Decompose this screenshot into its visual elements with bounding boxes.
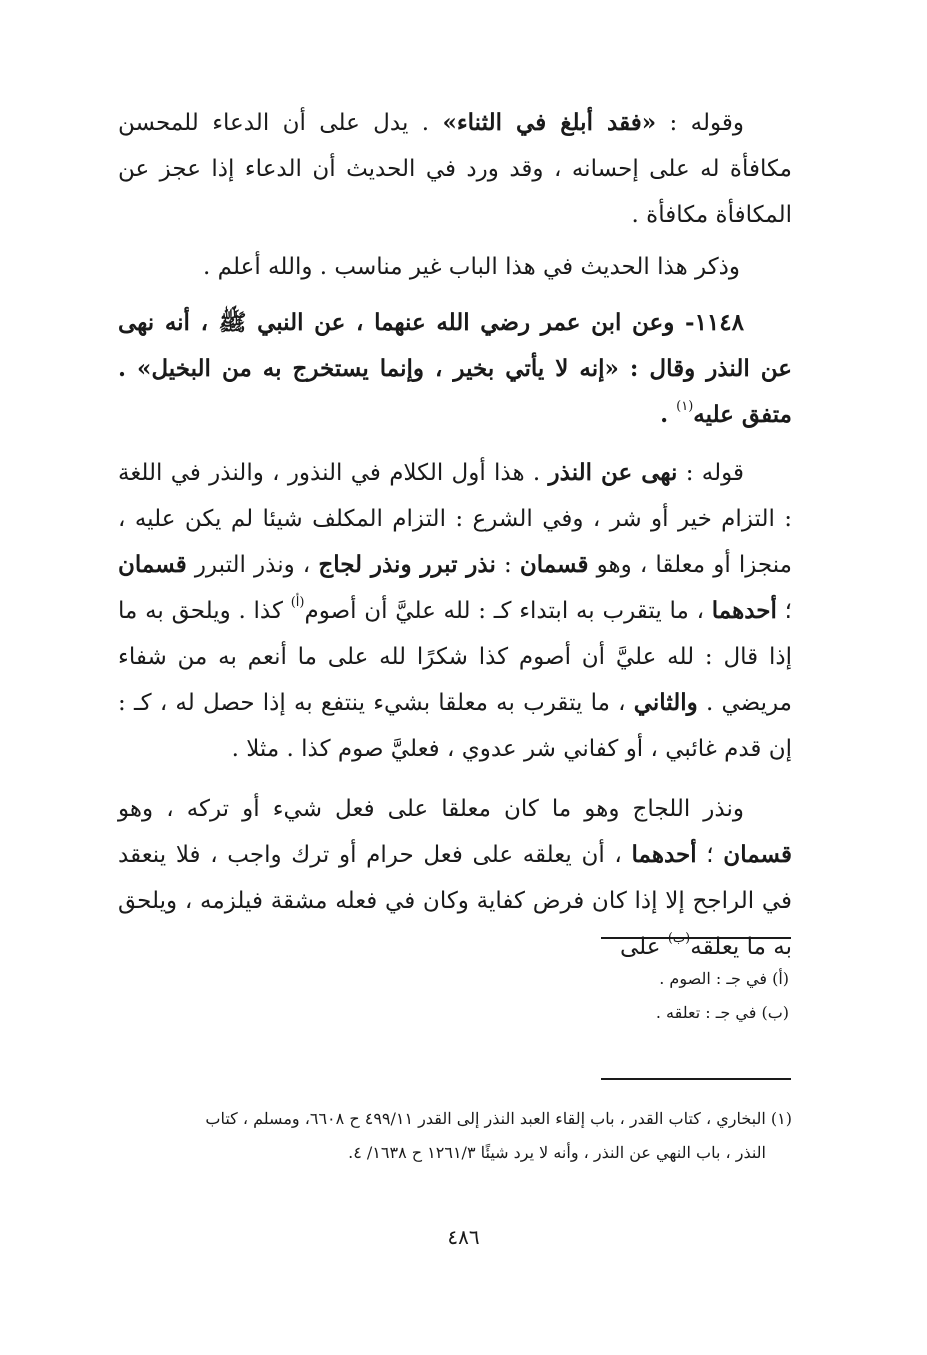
footnote-line: (١) البخاري ، كتاب القدر ، باب إلقاء العبد النذر إلى القدر ٤٩٩/١١ ح ٦٦٠٨، ومسلم ، كتاب <box>205 1109 792 1128</box>
bold-term: والثاني <box>633 689 698 716</box>
variant-notes <box>289 962 789 1030</box>
paragraph-5 <box>118 786 792 970</box>
text-run: . هذا أول الكلام في النذور ، والنذر في اللغة : التزام خير أو شر ، وفي الشرع : التزام المكلف شيئا لم يكن عليه ، منجزا أو معلقا ، وهو <box>118 460 792 578</box>
text-run: وقوله : <box>656 110 745 136</box>
text-run: قوله : <box>677 460 744 486</box>
variant-ref: (ب) <box>667 931 691 946</box>
text-run: على <box>620 934 668 960</box>
footnote-ref: (١) <box>676 399 694 414</box>
text-run: ، ما يتقرب به معلقا بشيء ينتفع به إذا حصل له ، كـ : إن قدم غائبي ، أو كفاني شر عدوي ، فعليَّ صوم كذا . مثلا . <box>118 690 792 762</box>
bold-term: نذر تبرر ونذر لجاج <box>318 551 496 578</box>
bold-term: نهى عن النذر <box>548 459 678 486</box>
bold-quote: «فقد أبلغ في الثناء» <box>442 109 657 136</box>
page-number: ٤٨٦ <box>447 1225 480 1249</box>
text-run: ونذر اللجاج وهو ما كان معلقا على فعل شيء أو تركه ، وهو <box>118 796 744 822</box>
footnotes <box>130 1102 792 1170</box>
text-run: ، أن يعلقه على فعل حرام أو ترك واجب ، فلا ينعقد في الراجح إلا إذا كان فرض كفاية وكان في فعله مشقة فيلزمه ، ويلحق به ما يعلقه <box>118 842 792 960</box>
bold-term: أحدهما <box>631 841 697 868</box>
text-run: ؛ <box>776 598 792 624</box>
hadith-text: ١١٤٨- وعن ابن عمر رضي الله عنهما ، عن النبي ﷺ ، أنه نهى عن النذر وقال : «إنه لا يأتي بخير ، وإنما يستخرج به من البخيل» . متفق عليه <box>118 309 792 428</box>
text-run: : <box>495 552 520 578</box>
text-run: ؛ <box>696 842 724 868</box>
text-run: . <box>660 401 677 428</box>
text-run: ، ونذر التبرر <box>186 552 319 578</box>
text-run: كذا . ويلحق به ما إذا قال : لله عليَّ أن أصوم كذا شكرًا لله على ما أنعم به من شفاء مريضي . <box>118 598 792 716</box>
footnote-line: النذر ، باب النهي عن النذر ، وأنه لا يرد شيئًا ١٢٦١/٣ ح ١٦٣٨/ ٤. <box>348 1143 766 1162</box>
hadith-paragraph <box>118 300 792 438</box>
text-run: ، ما يتقرب به ابتداء كـ : لله عليَّ أن أصوم <box>304 598 712 624</box>
divider <box>601 1078 791 1080</box>
text-run: . يدل على أن الدعاء للمحسن مكافأة له على إحسانه ، وقد ورد في الحديث أن الدعاء إذا عجز عن المكافأة مكافأة . <box>118 110 792 228</box>
divider <box>601 937 791 939</box>
main-text <box>118 100 792 970</box>
bold-term: قسمان <box>723 841 793 868</box>
bold-term: قسمان <box>519 551 589 578</box>
variant-ref: (أ) <box>290 595 305 610</box>
bold-term: أحدهما <box>711 597 777 624</box>
bold-term: قسمان <box>118 551 187 578</box>
paragraph-4 <box>118 450 792 772</box>
paragraph-2 <box>118 244 740 290</box>
variant-note: (ب) في جـ : تعلقه . <box>655 1003 789 1022</box>
variant-note: (أ) في جـ : الصوم . <box>659 969 789 988</box>
text-run: وذكر هذا الحديث في هذا الباب غير مناسب . والله أعلم . <box>203 254 740 280</box>
paragraph-1 <box>118 100 792 238</box>
